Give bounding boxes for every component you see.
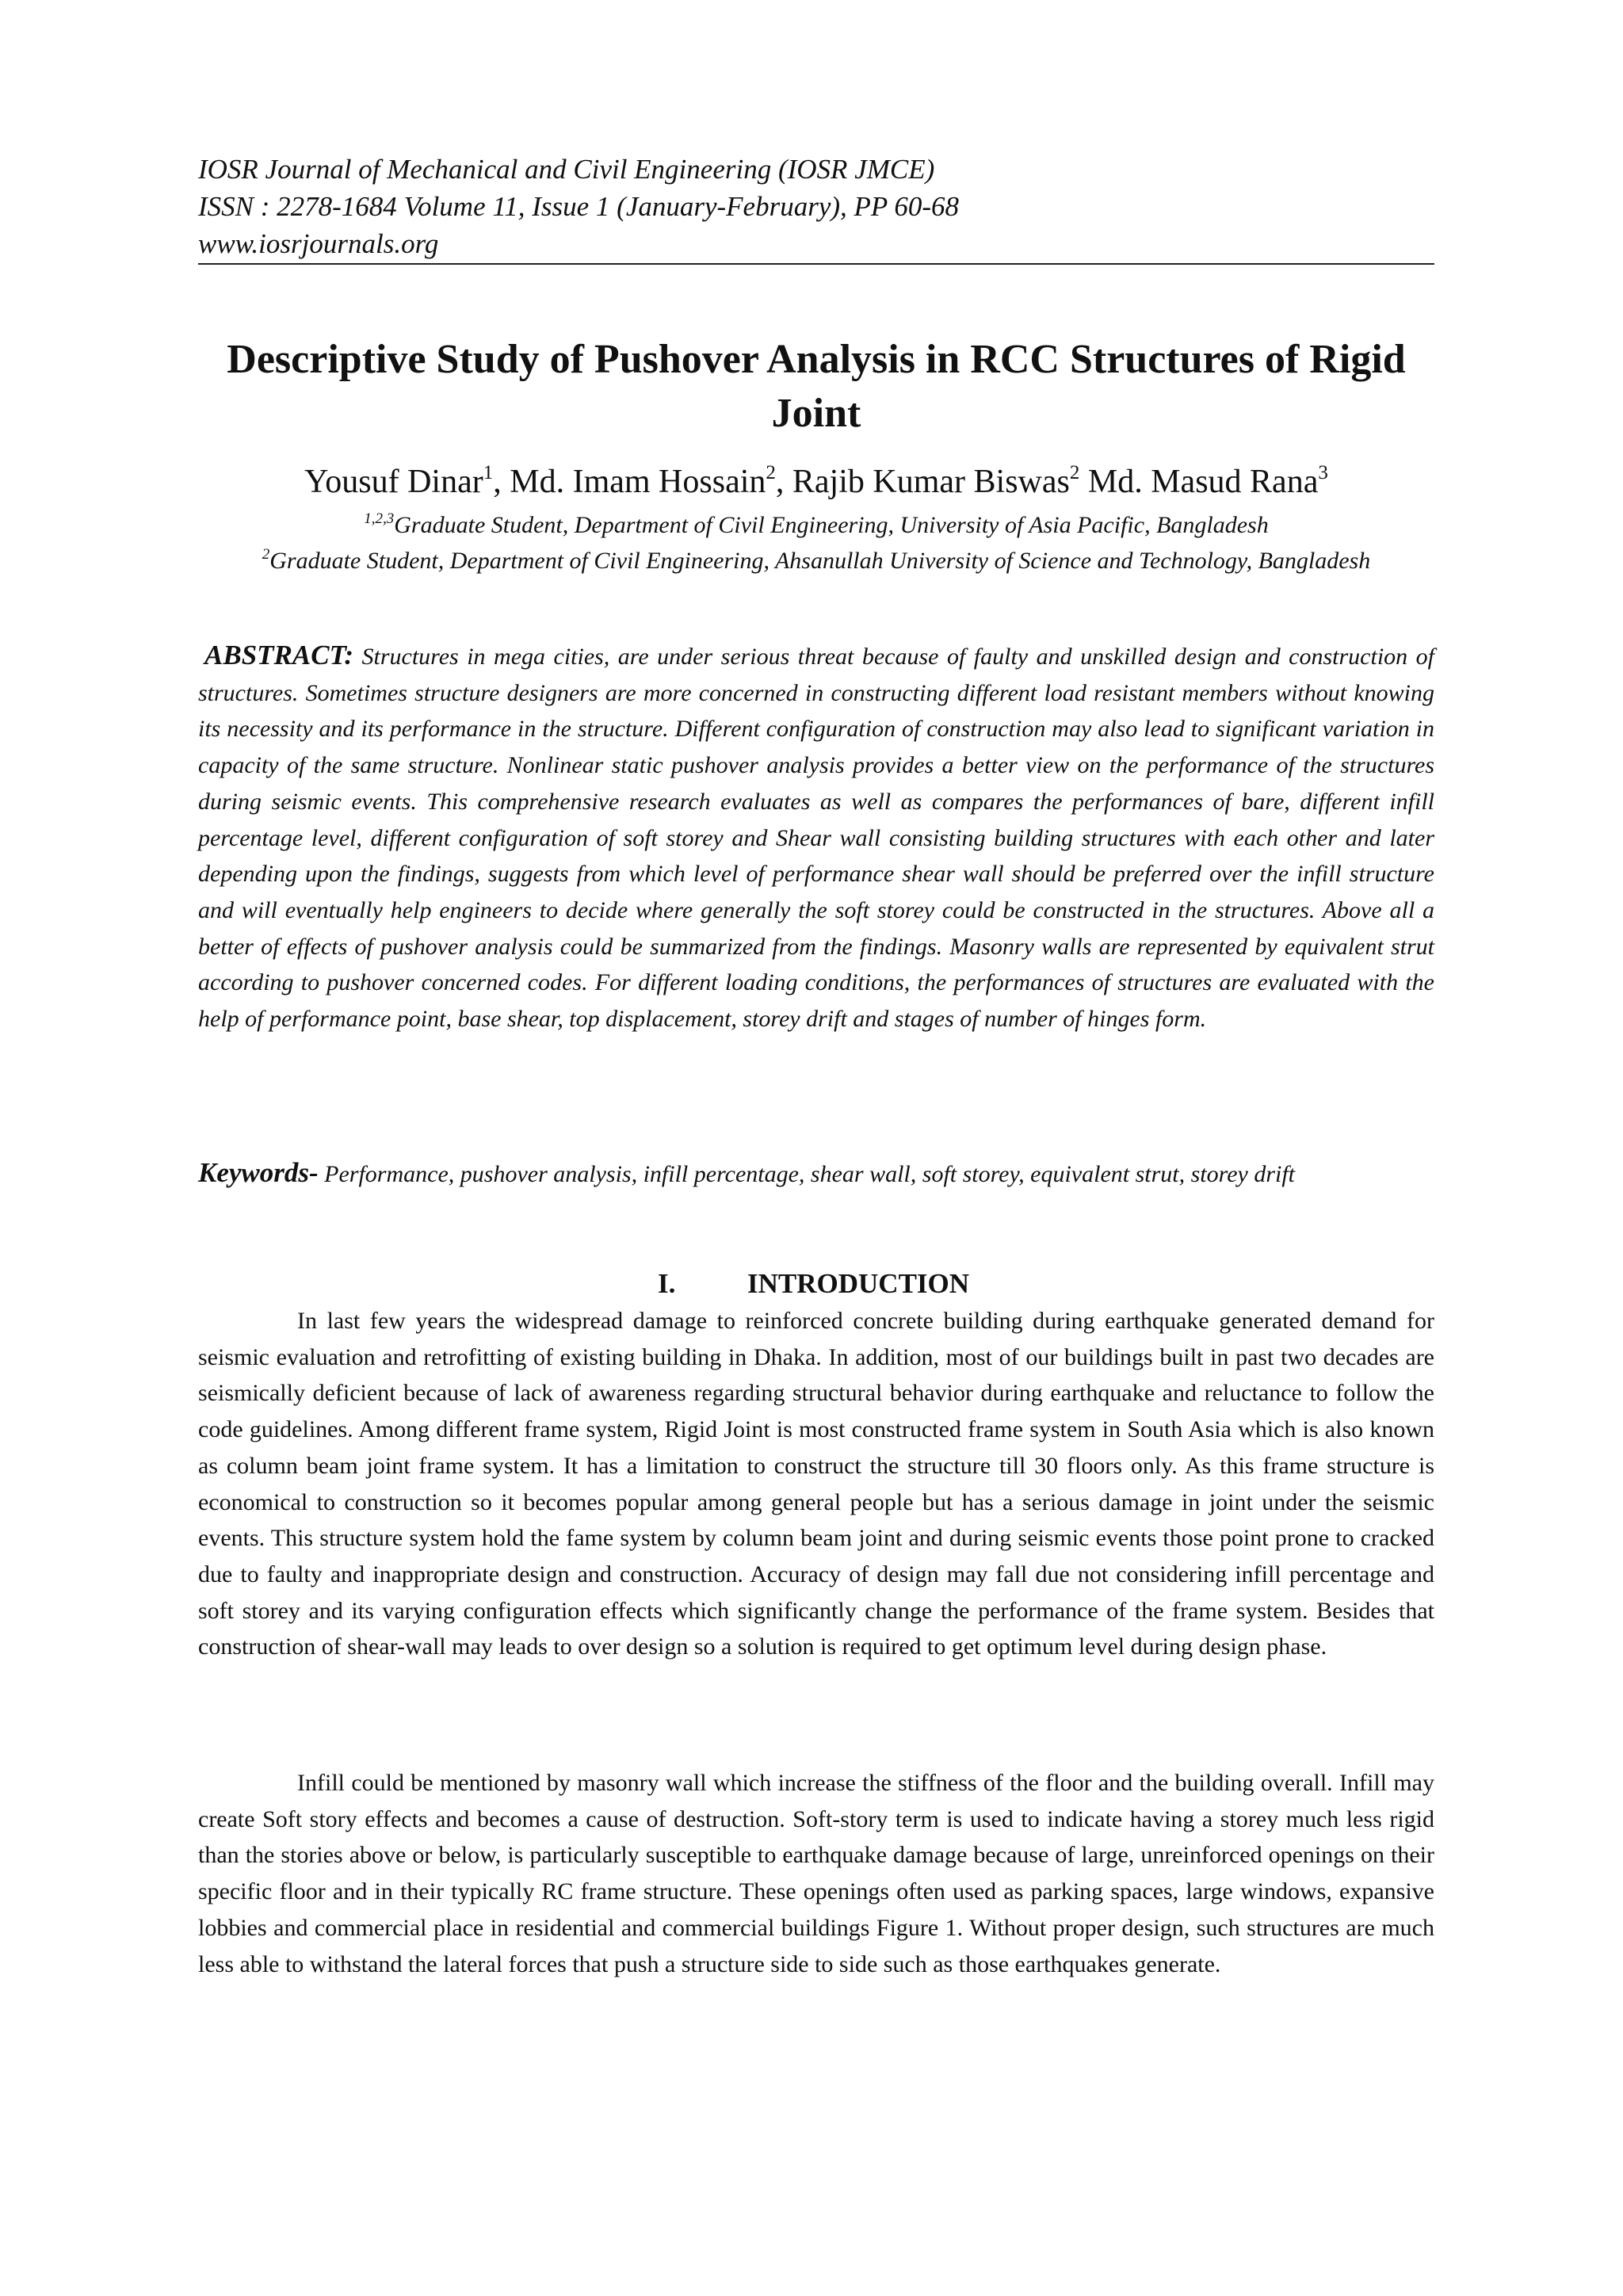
affiliation-superscript: 1,2,3 (364, 510, 395, 527)
body-paragraph-1: In last few years the widespread damage to reinforced concrete building during earthquake generated demand for seismic evaluation and retrofitting of existing building in Dhaka. In addition, most of our buildings built in past two decades are seismically deficient because of lack of awareness regarding structural behavior during earthquake and reluctance to follow the code guidelines. Among different frame system, Rigid Joint is most constructed frame system in South Asia which is also known as column beam joint frame system. It has a limitation to construct the structure till 30 floors only. As this frame structure is economical to construction so it becomes popular among general people but has a serious damage in joint under the seismic events. This structure system hold the fame system by column beam joint and during seismic events those point prone to cracked due to faulty and inappropriate design and construction. Accuracy of design may fall due not considering infill percentage and soft storey and its varying configuration effects which significantly change the performance of the frame system. Besides that construction of shear-wall may leads to over design so a solution is required to get optimum level during design phase. (198, 1308, 1434, 1660)
affiliation-text: Graduate Student, Department of Civil Engineering, University of Asia Pacific, Bangladesh (394, 512, 1269, 538)
affiliation-1 (198, 507, 1434, 543)
keywords-text: Performance, pushover analysis, infill percentage, shear wall, soft storey, equivalent strut, storey drift (318, 1161, 1296, 1187)
journal-header (198, 151, 1433, 262)
journal-name-prefix: IOSR Journal of (198, 154, 388, 185)
journal-website: www.iosrjournals.org (198, 228, 439, 259)
author-name: Md. Masud Rana (1079, 464, 1319, 500)
journal-name-abbrev: (IOSR JMCE) (771, 154, 935, 185)
section-number: I. (658, 1268, 676, 1299)
keywords-label: Keywords- (198, 1157, 319, 1188)
abstract (198, 637, 1434, 1037)
abstract-text: Structures in mega cities, are under serious threat because of faulty and unskilled design and construction of structures. Sometimes structure designers are more concerned in constructing different load resistant members without knowing its necessity and its performance in the structure. Different configuration of construction may also lead to significant variation in capacity of the same structure. Nonlinear static pushover analysis provides a better view on the performance of the structures during seismic events. This comprehensive research evaluates as well as compares the performances of bare, different infill percentage level, different configuration of soft storey and Shear wall consisting building structures with each other and later depending upon the findings, suggests from which level of performance shear wall should be preferred over the infill structure and will eventually help engineers to decide where generally the soft storey could be constructed in the structures. Above all a better of effects of pushover analysis could be summarized from the findings. Masonry walls are represented by equivalent strut according to pushover concerned codes. For different loading conditions, the performances of structures are evaluated with the help of performance point, base shear, top displacement, storey drift and stages of number of hinges form. (198, 644, 1434, 1033)
affiliation-superscript: 2 (262, 546, 270, 563)
affiliation-2 (198, 543, 1434, 579)
affiliation-text: Graduate Student, Department of Civil Engineering, Ahsanullah University of Science and Technology, Bangladesh (269, 548, 1371, 574)
author-superscript: 3 (1318, 462, 1328, 483)
body-paragraph-2: Infill could be mentioned by masonry wall which increase the stiffness of the floor and the building overall. Infill may create Soft story effects and becomes a cause of destruction. Soft-story term is used to indicate having a storey much less rigid than the stories above or below, is particularly susceptible to earthquake damage because of large, unreinforced openings on their specific floor and in their typically RC frame structure. These openings often used as parking spaces, large windows, expansive lobbies and commercial place in residential and commercial buildings Figure 1. Without proper design, such structures are much less able to withstand the lateral forces that push a structure side to side such as those earthquakes generate. (198, 1770, 1434, 1977)
keywords (198, 1157, 1434, 1190)
journal-issue-line (198, 188, 1433, 225)
journal-issn: ISSN : 2278-1684 (198, 191, 397, 222)
author-name: Yousuf Dinar (304, 464, 483, 500)
section-title: INTRODUCTION (747, 1268, 970, 1299)
header-rule (198, 263, 1434, 265)
author-superscript: 2 (766, 462, 776, 483)
affiliations (198, 507, 1434, 579)
author-list (198, 460, 1434, 504)
author-name: , Md. Imam Hossain (493, 464, 766, 500)
journal-volume: Volume 11, Issue 1 (January-February), PP 60-68 (396, 191, 960, 222)
journal-name-field: Mechanical and Civil Engineering (387, 154, 772, 185)
author-superscript: 2 (1069, 462, 1080, 483)
journal-name-line (198, 151, 1433, 188)
abstract-label: ABSTRACT: (204, 640, 354, 670)
paper-title: Descriptive Study of Pushover Analysis in RCC Structures of Rigid Joint (227, 337, 1406, 436)
author-superscript: 1 (483, 462, 494, 483)
author-name: , Rajib Kumar Biswas (775, 464, 1070, 500)
